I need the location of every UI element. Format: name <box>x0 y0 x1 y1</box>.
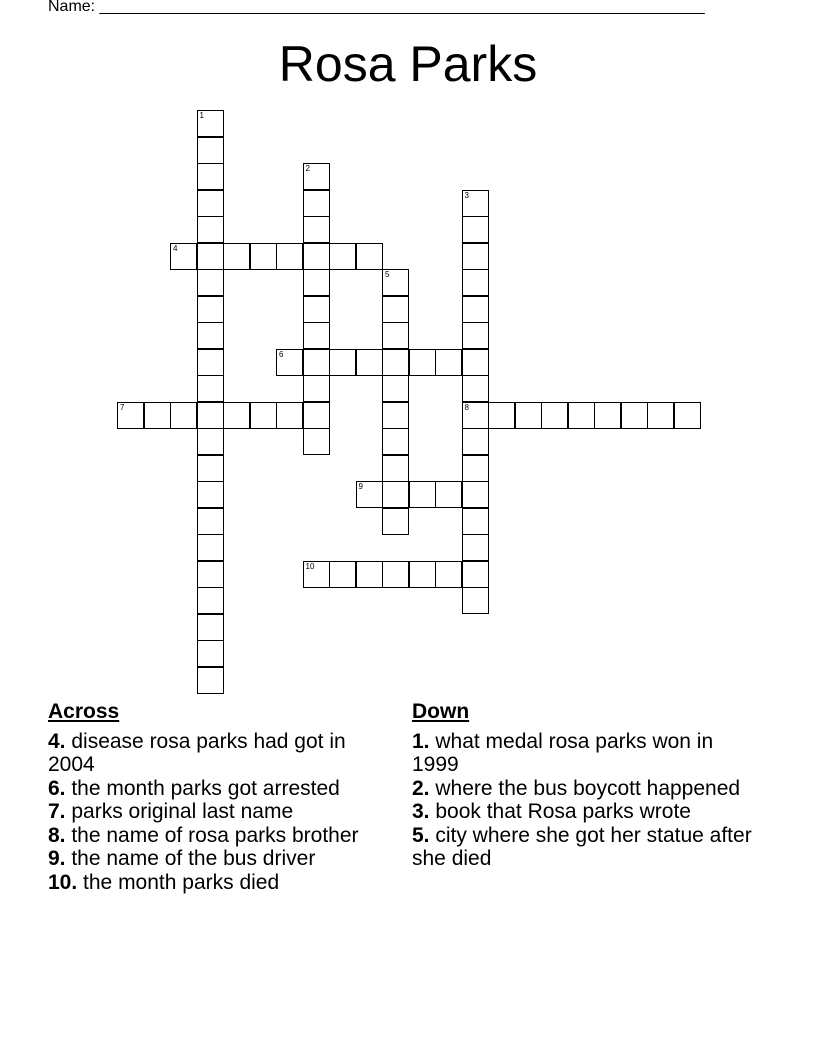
grid-cell[interactable] <box>303 216 330 243</box>
clue-number: 3 <box>464 190 469 200</box>
grid-cell[interactable] <box>197 455 224 482</box>
grid-cell[interactable] <box>197 110 224 137</box>
grid-cell[interactable] <box>382 322 409 349</box>
across-heading: Across <box>48 700 120 723</box>
grid-cell[interactable] <box>409 481 436 508</box>
clue-across-6: 6. the month parks got arrested <box>48 776 340 800</box>
clue-across-8: 8. the name of rosa parks brother <box>48 823 359 847</box>
grid-cell[interactable] <box>462 508 489 535</box>
clue-number: 9 <box>358 482 363 491</box>
grid-cell[interactable] <box>382 561 409 588</box>
grid-cell[interactable] <box>303 349 330 376</box>
clue-down-2: 2. where the bus boycott happened <box>412 776 741 800</box>
grid-cell[interactable] <box>462 322 489 349</box>
grid-cell[interactable] <box>197 640 224 667</box>
grid-cell[interactable] <box>250 402 277 429</box>
grid-cell[interactable] <box>303 296 330 323</box>
grid-cell[interactable] <box>409 561 436 588</box>
clue-number: 2 <box>305 164 310 173</box>
grid-cell[interactable] <box>197 428 224 455</box>
grid-cell[interactable] <box>462 587 489 614</box>
grid-cell[interactable] <box>356 561 383 588</box>
clue-number: 5 <box>385 270 390 279</box>
grid-cell[interactable] <box>197 296 224 323</box>
grid-cell[interactable] <box>462 349 489 376</box>
grid-cell[interactable] <box>197 322 224 349</box>
grid-cell[interactable] <box>197 561 224 588</box>
grid-cell[interactable] <box>303 561 330 588</box>
grid-cell[interactable] <box>621 402 648 429</box>
grid-cell[interactable] <box>462 455 489 482</box>
grid-cell[interactable] <box>276 349 303 376</box>
grid-cell[interactable] <box>462 561 489 588</box>
grid-cell[interactable] <box>276 402 303 429</box>
down-clues <box>412 700 752 871</box>
grid-cell[interactable] <box>197 587 224 614</box>
grid-cell[interactable] <box>409 349 436 376</box>
grid-cell[interactable] <box>462 216 489 243</box>
grid-cell[interactable] <box>197 375 224 402</box>
grid-cell[interactable] <box>356 481 383 508</box>
clue-across-4: 4. disease rosa parks had got in 2004 <box>48 729 346 776</box>
grid-cell[interactable] <box>329 349 356 376</box>
name-line[interactable]: Name: ____________________________________________________________________ <box>48 0 705 15</box>
grid-cell[interactable] <box>197 481 224 508</box>
clue-down-1: 1. what medal rosa parks won in 1999 <box>412 729 714 776</box>
grid-cell[interactable] <box>197 667 224 694</box>
clue-number: 4 <box>173 243 178 253</box>
clue-down-3: 3. book that Rosa parks wrote <box>412 800 691 823</box>
grid-cell[interactable] <box>197 534 224 561</box>
puzzle-title: Rosa Parks <box>278 36 538 92</box>
grid-cell[interactable] <box>197 614 224 641</box>
clue-number: 7 <box>120 402 125 412</box>
grid-cell[interactable] <box>382 402 409 429</box>
grid-cell[interactable] <box>382 428 409 455</box>
grid-cell[interactable] <box>197 269 224 296</box>
grid-cell[interactable] <box>462 428 489 455</box>
clue-number: 1 <box>199 111 204 120</box>
grid-cell[interactable] <box>541 402 568 429</box>
grid-cell[interactable] <box>223 243 250 270</box>
grid-cell[interactable] <box>197 163 224 190</box>
grid-cell[interactable] <box>515 402 542 429</box>
grid-cell[interactable] <box>462 481 489 508</box>
grid-cell[interactable] <box>303 190 330 217</box>
grid-cell[interactable] <box>303 428 330 455</box>
grid-cell[interactable] <box>462 534 489 561</box>
grid-cell[interactable] <box>197 349 224 376</box>
grid-cell[interactable] <box>303 269 330 296</box>
grid-cell[interactable] <box>462 296 489 323</box>
grid-cell[interactable] <box>170 402 197 429</box>
across-clues <box>48 700 388 894</box>
grid-cell[interactable] <box>250 243 277 270</box>
grid-cell[interactable] <box>303 402 330 429</box>
grid-cell[interactable] <box>303 375 330 402</box>
grid-cell[interactable] <box>382 481 409 508</box>
down-heading: Down <box>412 700 470 723</box>
grid-cell[interactable] <box>435 561 462 588</box>
grid-cell[interactable] <box>197 190 224 217</box>
grid-cell[interactable] <box>197 243 224 270</box>
grid-cell[interactable] <box>197 216 224 243</box>
grid-cell[interactable] <box>382 349 409 376</box>
grid-cell[interactable] <box>462 190 489 217</box>
grid-cell[interactable] <box>462 243 489 270</box>
grid-cell[interactable] <box>303 163 330 190</box>
grid-cell[interactable] <box>568 402 595 429</box>
grid-cell[interactable] <box>329 561 356 588</box>
grid-cell[interactable] <box>382 455 409 482</box>
grid-cell[interactable] <box>329 243 356 270</box>
grid-cell[interactable] <box>223 402 250 429</box>
grid-cell[interactable] <box>170 243 197 270</box>
grid-cell[interactable] <box>435 481 462 508</box>
grid-cell[interactable] <box>382 508 409 535</box>
grid-cell[interactable] <box>435 349 462 376</box>
grid-cell[interactable] <box>382 269 409 296</box>
grid-cell[interactable] <box>594 402 621 429</box>
grid-cell[interactable] <box>144 402 171 429</box>
grid-cell[interactable] <box>197 137 224 164</box>
grid-cell[interactable] <box>117 402 144 429</box>
grid-cell[interactable] <box>197 402 224 429</box>
clue-across-7: 7. parks original last name <box>48 800 294 823</box>
grid-cell[interactable] <box>382 375 409 402</box>
grid-cell[interactable] <box>356 349 383 376</box>
grid-cell[interactable] <box>382 296 409 323</box>
grid-cell[interactable] <box>674 402 701 429</box>
clue-across-10: 10. the month parks died <box>48 870 280 894</box>
clue-across-9: 9. the name of the bus driver <box>48 847 316 870</box>
grid-cell[interactable] <box>356 243 383 270</box>
clue-number: 6 <box>279 349 284 359</box>
grid-cell[interactable] <box>647 402 674 429</box>
grid-cell[interactable] <box>303 322 330 349</box>
grid-cell[interactable] <box>488 402 515 429</box>
grid-cell[interactable] <box>462 402 489 429</box>
grid-cell[interactable] <box>197 508 224 535</box>
grid-cell[interactable] <box>303 243 330 270</box>
grid-cell[interactable] <box>462 269 489 296</box>
clue-down-5: 5. city where she got her statue after she died <box>412 823 752 870</box>
grid-cell[interactable] <box>462 375 489 402</box>
clue-number: 8 <box>464 402 469 412</box>
grid-cell[interactable] <box>276 243 303 270</box>
clue-number: 10 <box>305 561 315 571</box>
